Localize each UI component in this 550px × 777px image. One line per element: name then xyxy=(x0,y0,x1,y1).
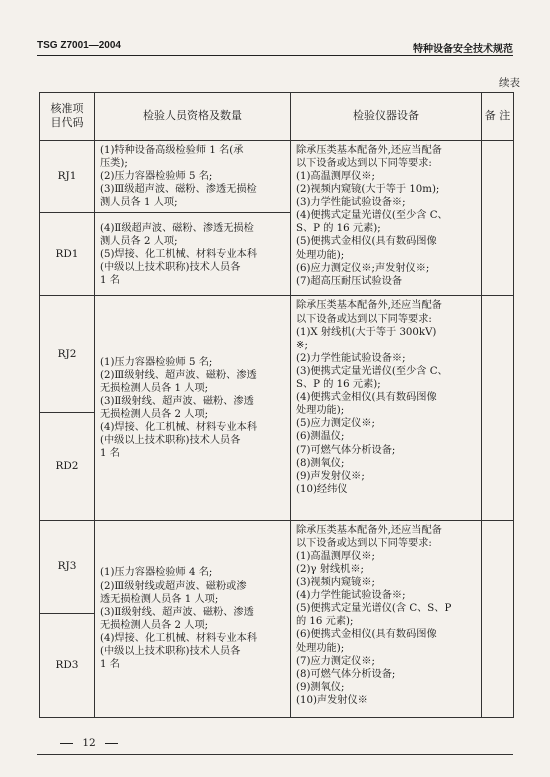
header-code-line: 核准项 xyxy=(50,102,84,116)
text-line: (7)超高压耐压试验设备 xyxy=(296,275,403,287)
text-line: (3)Ⅱ级射线、超声波、磁粉、渗透 xyxy=(100,606,254,618)
text-line: (4)Ⅱ级超声波、磁粉、渗透无损检 xyxy=(100,222,254,234)
text-line: (5)焊接、化工机械、材料专业本科 xyxy=(100,248,258,260)
text-line: (1)特种设备高级检验师 1 名(承 xyxy=(100,144,244,156)
text-line: S、P 的 16 元素); xyxy=(296,379,381,391)
note-cell xyxy=(482,520,514,717)
page-number: 12 xyxy=(82,737,96,749)
equipment-cell xyxy=(291,520,482,717)
text-line: 以下设备或达到以下同等要求: xyxy=(296,537,432,549)
text-line: (1)高温测厚仪※; xyxy=(296,550,375,562)
staff-cell xyxy=(95,213,291,296)
text-line: (6)便携式金相仪(具有数码图像 xyxy=(296,629,437,641)
text-line: (2)力学性能试验设备※; xyxy=(296,352,406,364)
text-line: (4)力学性能试验设备※; xyxy=(296,590,406,602)
text-line: 除承压类基本配备外,还应当配备 xyxy=(296,524,442,536)
code-cell: RD1 xyxy=(40,213,95,296)
text-line: (4)便携式金相仪(具有数码图像 xyxy=(296,392,437,404)
text-line: (8)可燃气体分析设备; xyxy=(296,668,396,680)
header-code-line: 目代码 xyxy=(50,116,84,130)
header-equipment: 检验仪器设备 xyxy=(291,93,482,141)
text-line: (4)焊接、化工机械、材料专业本科 xyxy=(100,632,258,644)
text-line: (2)γ 射线机※; xyxy=(296,563,364,575)
text-line: (6)测温仪; xyxy=(296,431,345,443)
text-line: (5)应力测定仪※; xyxy=(296,418,375,430)
note-cell xyxy=(482,140,514,296)
equipment-cell xyxy=(291,140,482,296)
inspection-requirements-table xyxy=(39,92,514,718)
text-line: (2)Ⅲ级射线、超声波、磁粉、渗透 xyxy=(100,369,257,381)
text-line: (1)X 射线机(大于等于 300kV) xyxy=(296,326,437,338)
header-code xyxy=(40,93,95,141)
text-line: (3)Ⅲ级超声波、磁粉、渗透无损检 xyxy=(100,184,257,196)
equipment-cell xyxy=(291,296,482,520)
text-line: 的 16 元素); xyxy=(296,616,354,628)
text-line: (5)便携式定量光谱仪(含 C、S、P xyxy=(296,603,452,615)
text-line: 除承压类基本配备外,还应当配备 xyxy=(296,144,442,156)
footer-rule xyxy=(37,754,513,755)
text-line: (9)声发射仪※; xyxy=(296,470,365,482)
text-line: 压类); xyxy=(100,157,128,169)
text-line: ※; xyxy=(296,339,308,351)
text-line: (7)可燃气体分析设备; xyxy=(296,444,396,456)
text-line: (8)测氧仪; xyxy=(296,457,345,469)
table-header-row xyxy=(40,93,514,141)
text-line: 无损检测人员各 2 人项; xyxy=(100,409,209,421)
text-line: (2)Ⅲ级射线或超声波、磁粉或渗 xyxy=(100,580,247,592)
table-row xyxy=(40,520,514,613)
header-note: 备 注 xyxy=(482,93,514,141)
text-line: S、P 的 16 元素); xyxy=(296,223,381,235)
text-line: (10)声发射仪※ xyxy=(296,694,368,706)
continued-label: 续表 xyxy=(499,77,520,89)
text-line: (2)压力容器检验师 5 名; xyxy=(100,171,213,183)
staff-cell xyxy=(95,520,291,717)
text-line: 处理功能); xyxy=(296,642,345,654)
text-line: (1)压力容器检验师 4 名; xyxy=(100,567,213,579)
page-footer xyxy=(60,737,118,749)
text-line: (2)视频内窥镜(大于等于 10m); xyxy=(296,184,440,196)
code-cell: RD2 xyxy=(40,412,95,520)
text-line: 1 名 xyxy=(100,659,120,671)
text-line: 无损检测人员各 2 人项; xyxy=(100,619,209,631)
text-line: (4)焊接、化工机械、材料专业本科 xyxy=(100,422,258,434)
text-line: 无损检测人员各 1 人项; xyxy=(100,382,209,394)
text-line: (4)便携式定量光谱仪(至少含 C、 xyxy=(296,210,448,222)
text-line: (3)便携式定量光谱仪(至少含 C、 xyxy=(296,365,448,377)
text-line: (7)应力测定仪※; xyxy=(296,655,375,667)
text-line: (9)测氧仪; xyxy=(296,681,345,693)
header-rule xyxy=(37,55,513,56)
text-line: (3)视频内窥镜※; xyxy=(296,577,375,589)
text-line: (3)Ⅱ级射线、超声波、磁粉、渗透 xyxy=(100,395,254,407)
text-line: (中级以上技术职称)技术人员各 xyxy=(100,435,241,447)
text-line: 1 名 xyxy=(100,275,120,287)
code-cell: RJ3 xyxy=(40,520,95,613)
code-cell: RJ1 xyxy=(40,140,95,213)
text-line: (5)便携式金相仪(具有数码图像 xyxy=(296,236,437,248)
text-line: (中级以上技术职称)技术人员各 xyxy=(100,646,241,658)
text-line: 透无损检测人员各 1 人项; xyxy=(100,593,219,605)
text-line: 以下设备或达到以下同等要求: xyxy=(296,313,432,325)
text-line: 处理功能); xyxy=(296,249,345,261)
text-line: (10)经纬仪 xyxy=(296,483,348,495)
staff-cell xyxy=(95,140,291,213)
text-line: 以下设备或达到以下同等要求: xyxy=(296,157,432,169)
note-cell xyxy=(482,296,514,520)
code-cell: RD3 xyxy=(40,614,95,718)
text-line: (3)力学性能试验设备※; xyxy=(296,197,406,209)
table-row xyxy=(40,140,514,213)
text-line: (中级以上技术职称)技术人员各 xyxy=(100,261,241,273)
text-line: 测人员各 2 人项; xyxy=(100,235,178,247)
running-header-right: 特种设备安全技术规范 xyxy=(413,44,513,55)
text-line: (6)应力测定仪※;声发射仪※; xyxy=(296,262,430,274)
running-header-left: TSG Z7001—2004 xyxy=(37,40,121,51)
footer-dash xyxy=(105,743,118,744)
header-staff: 检验人员资格及数量 xyxy=(95,93,291,141)
text-line: (1)高温测厚仪※; xyxy=(296,170,375,182)
text-line: 测人员各 1 人项; xyxy=(100,197,178,209)
code-cell: RJ2 xyxy=(40,296,95,412)
staff-cell xyxy=(95,296,291,520)
table-row xyxy=(40,296,514,412)
text-line: 处理功能); xyxy=(296,405,345,417)
footer-dash xyxy=(60,743,73,744)
text-line: 1 名 xyxy=(100,448,120,460)
text-line: 除承压类基本配备外,还应当配备 xyxy=(296,300,442,312)
text-line: (1)压力容器检验师 5 名; xyxy=(100,356,213,368)
